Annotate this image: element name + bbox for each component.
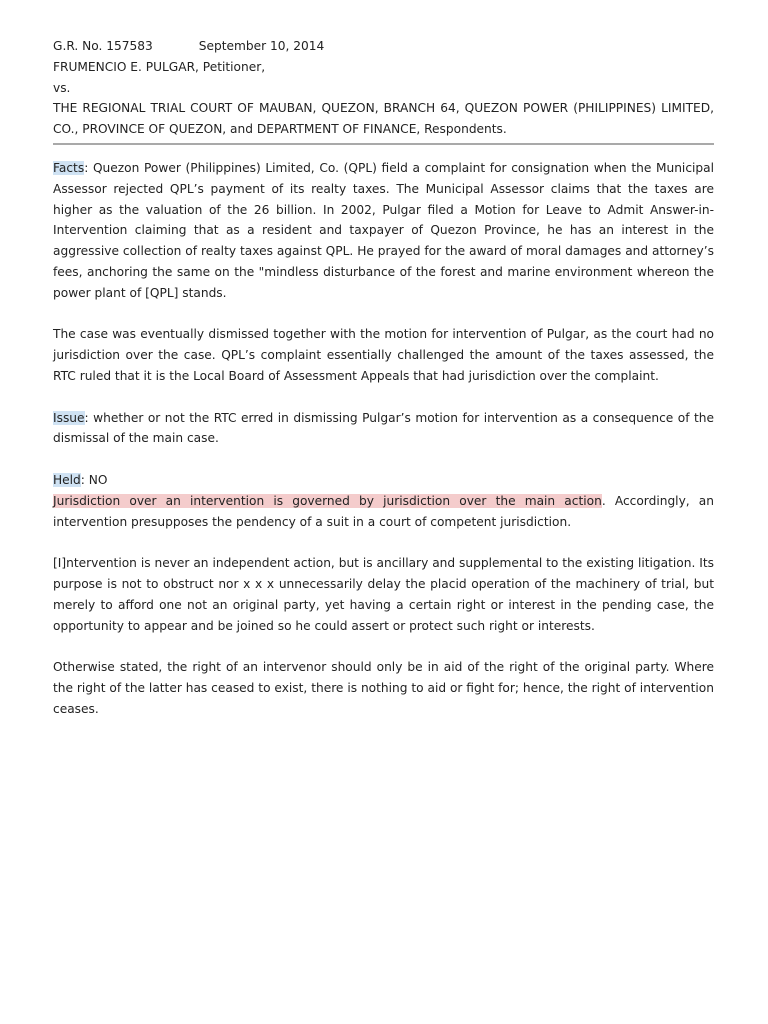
petitioner: FRUMENCIO E. PULGAR, Petitioner,: [53, 59, 266, 74]
respondents: THE REGIONAL TRIAL COURT OF MAUBAN, QUEZON, BRANCH 64, QUEZON POWER (PHILIPPINES) LIMITED, CO., PROVINCE OF QUEZON, and DEPARTMENT OF FINANCE, Respondents.: [53, 101, 714, 137]
facts-paragraph-2: The case was eventually dismissed together with the motion for intervention of Pulgar, as the court had no jurisdiction over the case. QPL’s complaint essentially challenged the amount of the taxes assessed, the RTC ruled that it is the Local Board of Assessment Appeals that had jurisdiction over the complaint.: [53, 327, 714, 383]
spacer: [53, 304, 714, 325]
held-answer-line: [53, 470, 714, 491]
facts-label: Facts: [53, 160, 85, 175]
held-paragraph-3: Otherwise stated, the right of an intervenor should only be in aid of the right of the original party. Where the right of the latter has ceased to exist, there is nothing to aid or fight for; hence, the right of intervention ceases.: [53, 660, 714, 716]
document-page: [53, 36, 714, 720]
held-label: Held: [53, 472, 81, 487]
facts-paragraph: [53, 158, 714, 304]
case-number: G.R. No. 157583: [53, 39, 153, 53]
header-divider: [53, 143, 714, 145]
held-answer: : NO: [80, 472, 108, 487]
held-rest: . Accordingly, an intervention presupposes the pendency of a suit in a court of competent jurisdiction.: [53, 493, 714, 529]
case-header-line: [53, 36, 714, 57]
case-date: September 10, 2014: [198, 39, 325, 53]
spacer: [53, 387, 714, 408]
issue-text: : whether or not the RTC erred in dismissing Pulgar’s motion for intervention as a consequence of the dismissal of the main case.: [53, 410, 714, 446]
versus: vs.: [53, 80, 71, 95]
held-highlighted-rule: Jurisdiction over an intervention is governed by jurisdiction over the main action: [53, 493, 602, 508]
issue-label: Issue: [53, 410, 85, 425]
issue-paragraph: [53, 408, 714, 450]
spacer: [53, 449, 714, 470]
held-paragraph: [53, 491, 714, 533]
spacer: [53, 636, 714, 657]
facts-text: : Quezon Power (Philippines) Limited, Co. (QPL) field a complaint for consignation when the Municipal Assessor rejected QPL’s payment of its realty taxes. The Municipal Assessor claims that the taxes are higher as the valuation of the 26 billion. In 2002, Pulgar filed a Motion for Leave to Admit Answer-in-Intervention claiming that as a resident and taxpayer of Quezon Province, he has an interest in the aggressive collection of realty taxes against QPL. He prayed for the award of moral damages and attorney’s fees, anchoring the same on the "mindless disturbance of the forest and marine environment whereon the power plant of [QPL] stands.: [53, 160, 714, 300]
spacer: [53, 532, 714, 553]
held-paragraph-2: [I]ntervention is never an independent action, but is ancillary and supplemental to the existing litigation. Its purpose is not to obstruct nor x x x unnecessarily delay the placid operation of the machinery of trial, but merely to afford one not an original party, yet having a certain right or interest in the pending case, the opportunity to appear and be joined so he could assert or protect such right or interests.: [53, 556, 714, 633]
